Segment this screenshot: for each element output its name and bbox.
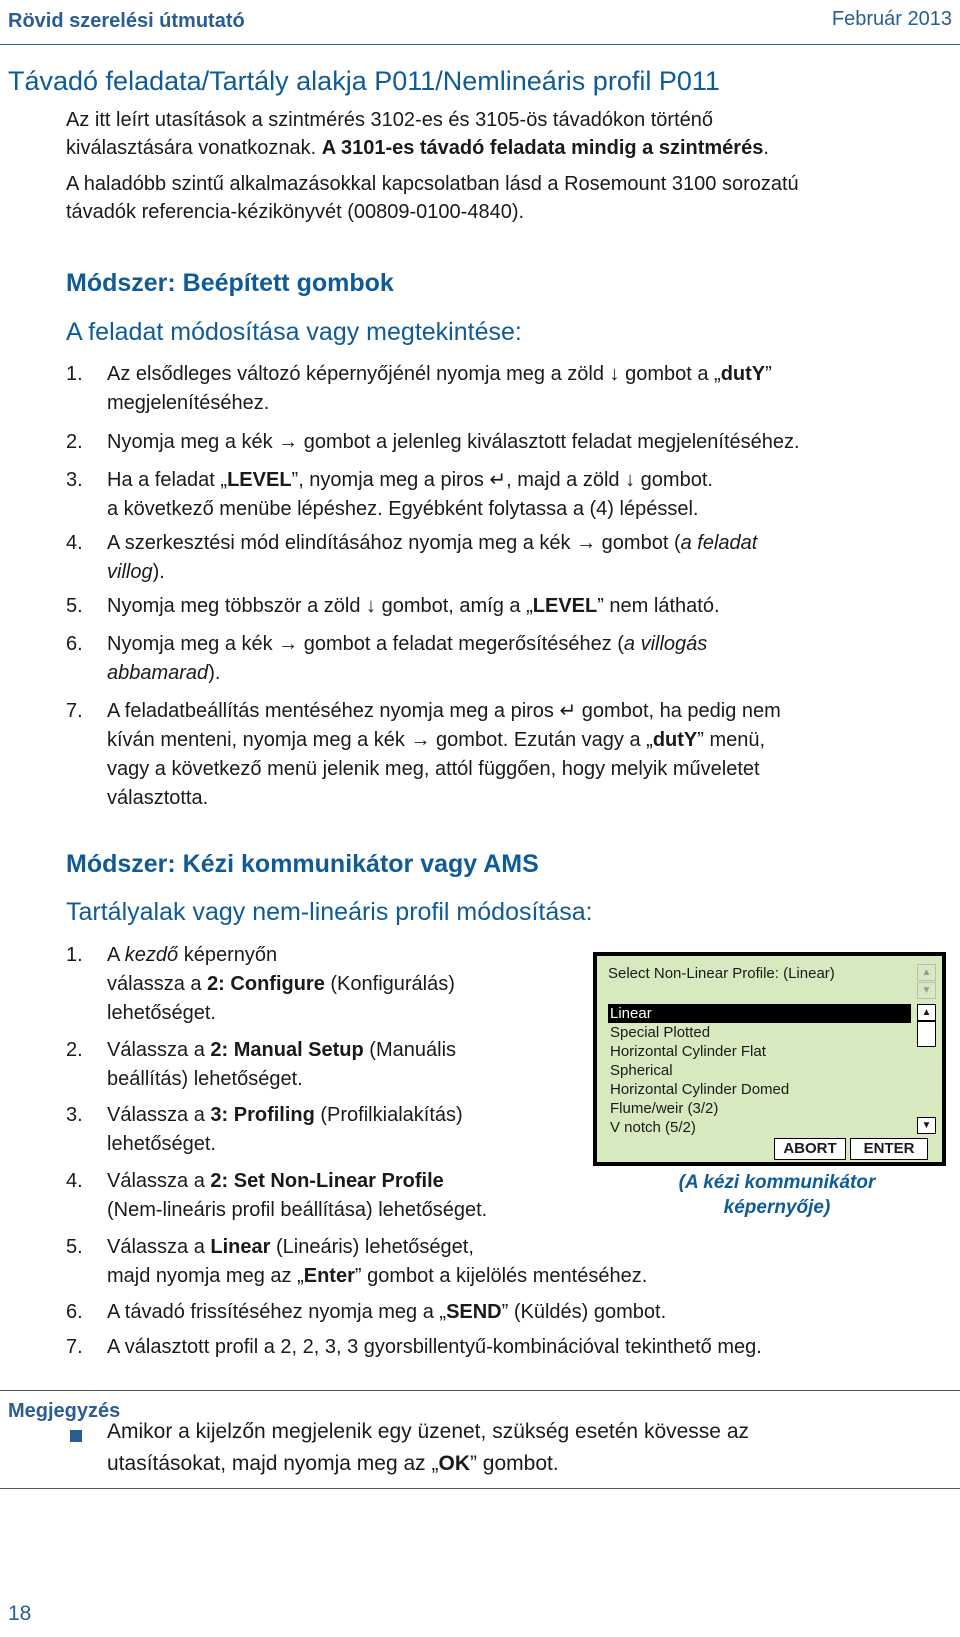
step-text: gombot. — [635, 469, 713, 491]
step-text: Nyomja meg a kék — [107, 633, 279, 655]
method1-step-6 — [107, 630, 707, 688]
scroll-down-icon: ▼ — [917, 982, 936, 999]
step-text: ”, nyomja meg a piros — [291, 469, 490, 491]
abort-button[interactable]: ABORT — [774, 1138, 846, 1160]
step-text: (Lineáris) lehetőséget, — [270, 1236, 474, 1258]
method1-step-4 — [107, 529, 757, 587]
method2-step-7 — [107, 1333, 762, 1362]
blue-right-arrow-icon: → — [410, 729, 431, 751]
step-text: A választott profil a 2, 2, 3, 3 gyorsbillentyű-kombinációval tekinthető meg. — [107, 1336, 762, 1358]
blue-right-arrow-icon: → — [278, 633, 299, 655]
step-text: A távadó frissítéséhez nyomja meg a „ — [107, 1301, 447, 1323]
step-bold-text: 3: Profiling — [210, 1104, 315, 1126]
step-italic-text: kezdő — [124, 944, 179, 966]
green-down-arrow-icon: ↓ — [625, 469, 636, 491]
method1-step-3 — [107, 466, 713, 524]
step-text: választotta. — [107, 787, 209, 809]
step-bold-text: Linear — [210, 1236, 271, 1258]
green-down-arrow-icon: ↓ — [609, 363, 620, 385]
step-number: 6. — [66, 1301, 83, 1323]
step-number: 2. — [66, 1039, 83, 1061]
step-text: majd nyomja meg az „ — [107, 1265, 304, 1287]
screen-title: Select Non-Linear Profile: (Linear) — [608, 965, 835, 982]
scrollbar-thumb[interactable] — [917, 1021, 936, 1047]
communicator-display — [597, 956, 942, 1162]
blue-right-arrow-icon: → — [576, 532, 597, 554]
red-enter-icon: ↵ — [559, 700, 577, 722]
step-text: Válassza a — [107, 1039, 211, 1061]
header-doc-title: Rövid szerelési útmutató — [8, 10, 245, 32]
intro-line: távadók referencia-kézikönyvét (00809-0100-4840). — [66, 201, 525, 223]
intro-text: kiválasztására vonatkoznak. — [66, 137, 322, 159]
profile-option[interactable]: Linear — [608, 1004, 911, 1023]
step-number: 5. — [66, 595, 83, 617]
method2-subheading: Tartályalak vagy nem-lineáris profil módosítása: — [66, 898, 593, 926]
intro-text: . — [763, 137, 769, 159]
method2-step-3 — [107, 1101, 463, 1159]
method1-step-1 — [107, 360, 772, 418]
step-text: A szerkesztési mód elindításához nyomja meg a kék — [107, 532, 577, 554]
note-heading: Megjegyzés — [8, 1400, 121, 1422]
note-bold-text: OK — [438, 1452, 470, 1475]
method2-step-6 — [107, 1298, 666, 1327]
intro-line — [66, 134, 799, 162]
method2-step-5 — [107, 1233, 647, 1291]
step-text: gombot a jelenleg kiválasztott feladat megjelenítéséhez. — [298, 431, 800, 453]
step-bold-text: 2: Configure — [207, 973, 325, 995]
step-italic-text: abbamarad — [107, 662, 209, 684]
intro-paragraph — [66, 106, 799, 226]
method2-step-4 — [107, 1167, 487, 1225]
step-number: 1. — [66, 944, 83, 966]
step-text: ” (Küldés) gombot. — [501, 1301, 667, 1323]
note-bottom-divider — [0, 1488, 960, 1489]
step-text: gombot. Ezután vagy a „ — [430, 729, 653, 751]
profile-option[interactable]: Flume/weir (3/2) — [610, 1100, 719, 1117]
step-text: a következő menübe lépéshez. Egyébként folytassa a (4) lépéssel. — [107, 498, 699, 520]
step-number: 3. — [66, 469, 83, 491]
step-text: Válassza a — [107, 1104, 211, 1126]
step-text: Válassza a — [107, 1236, 211, 1258]
step-text: Válassza a — [107, 1170, 211, 1192]
step-number: 2. — [66, 431, 83, 453]
list-scrollbar[interactable] — [917, 1004, 934, 1135]
green-down-arrow-icon: ↓ — [366, 595, 377, 617]
profile-option[interactable]: Horizontal Cylinder Flat — [610, 1043, 766, 1060]
step-text: Az elsődleges változó képernyőjénél nyomja meg a zöld — [107, 363, 610, 385]
step-number: 6. — [66, 633, 83, 655]
step-text: (Manuális — [363, 1039, 457, 1061]
header-divider — [0, 44, 960, 45]
enter-button[interactable]: ENTER — [850, 1138, 928, 1160]
step-text: gombot a „ — [619, 363, 721, 385]
method1-subheading: A feladat módosítása vagy megtekintése: — [66, 318, 522, 346]
step-bold-text: dutY — [652, 729, 698, 751]
step-text: lehetőséget. — [107, 1133, 216, 1155]
step-number: 4. — [66, 532, 83, 554]
step-bold-text: 2: Set Non-Linear Profile — [210, 1170, 444, 1192]
scroll-up-icon[interactable]: ▲ — [917, 1004, 936, 1021]
step-bold-text: SEND — [446, 1301, 502, 1323]
red-enter-icon: ↵ — [489, 469, 507, 491]
step-text: gombot, amíg a „ — [376, 595, 533, 617]
profile-option[interactable]: Spherical — [610, 1062, 673, 1079]
scroll-up-icon: ▲ — [917, 964, 936, 981]
note-text — [107, 1416, 749, 1480]
screen-caption — [612, 1170, 942, 1220]
blue-right-arrow-icon: → — [278, 431, 299, 453]
bullet-icon — [70, 1430, 82, 1442]
caption-line: (A kézi kommunikátor — [678, 1172, 876, 1193]
method1-step-5 — [107, 592, 720, 621]
page-title: Távadó feladata/Tartály alakja P011/Nemlineáris profil P011 — [8, 66, 720, 96]
step-text: ” gombot a kijelölés mentéséhez. — [354, 1265, 648, 1287]
step-text: Nyomja meg többször a zöld — [107, 595, 367, 617]
note-line: ” gombot. — [469, 1452, 559, 1475]
step-text: ” menü, — [697, 729, 766, 751]
step-number: 7. — [66, 700, 83, 722]
caption-line: képernyője) — [723, 1197, 831, 1218]
step-text: ). — [152, 561, 165, 583]
method2-step-2 — [107, 1036, 456, 1094]
method2-heading: Módszer: Kézi kommunikátor vagy AMS — [66, 850, 539, 878]
step-text: vagy a következő menü jelenik meg, attól függően, hogy melyik műveletet — [107, 758, 760, 780]
page-number: 18 — [8, 1602, 32, 1625]
note-line: Amikor a kijelzőn megjelenik egy üzenet, szükség esetén kövesse az — [107, 1420, 749, 1443]
step-text: Ha a feladat „ — [107, 469, 228, 491]
step-bold-text: 2: Manual Setup — [210, 1039, 364, 1061]
method1-heading: Módszer: Beépített gombok — [66, 269, 394, 297]
intro-line: Az itt leírt utasítások a szintmérés 3102-es és 3105-ös távadókon történő — [66, 109, 714, 131]
step-number: 5. — [66, 1236, 83, 1258]
step-text: lehetőséget. — [107, 1002, 216, 1024]
step-text: (Konfigurálás) — [324, 973, 455, 995]
profile-list — [608, 1004, 911, 1137]
step-text: válassza a — [107, 973, 208, 995]
profile-option[interactable]: Special Plotted — [610, 1024, 711, 1041]
step-italic-text: a feladat — [680, 532, 758, 554]
note-top-divider — [0, 1390, 960, 1391]
step-number: 3. — [66, 1104, 83, 1126]
step-text: ” nem látható. — [597, 595, 720, 617]
step-text: kíván menteni, nyomja meg a kék — [107, 729, 411, 751]
step-text: A feladatbeállítás mentéséhez nyomja meg a piros — [107, 700, 560, 722]
step-number: 1. — [66, 363, 83, 385]
intro-line: A haladóbb szintű alkalmazásokkal kapcsolatban lásd a Rosemount 3100 sorozatú — [66, 173, 799, 195]
step-bold-text: LEVEL — [227, 469, 292, 491]
step-text: (Profilkialakítás) — [314, 1104, 463, 1126]
step-text: megjelenítéséhez. — [107, 392, 270, 414]
step-number: 4. — [66, 1170, 83, 1192]
step-text: Nyomja meg a kék — [107, 431, 279, 453]
step-bold-text: LEVEL — [532, 595, 598, 617]
step-text: gombot, ha pedig nem — [576, 700, 781, 722]
note-line: utasításokat, majd nyomja meg az „ — [107, 1452, 439, 1475]
step-bold-text: Enter — [303, 1265, 355, 1287]
step-text: képernyőn — [178, 944, 278, 966]
step-text: A — [107, 944, 125, 966]
step-italic-text: villog — [107, 561, 153, 583]
step-text: beállítás) lehetőséget. — [107, 1068, 303, 1090]
step-text: gombot ( — [596, 532, 681, 554]
communicator-screen — [593, 952, 946, 1166]
step-text: , majd a zöld — [506, 469, 626, 491]
scroll-down-icon[interactable]: ▼ — [917, 1117, 936, 1134]
step-text: ” — [765, 363, 772, 385]
method1-step-7 — [107, 697, 781, 813]
intro-bold-text: A 3101-es távadó feladata mindig a szintmérés — [321, 137, 764, 159]
profile-option[interactable]: V notch (5/2) — [610, 1119, 696, 1136]
step-text: gombot a feladat megerősítéséhez ( — [298, 633, 624, 655]
header-date: Február 2013 — [831, 8, 952, 30]
step-number: 7. — [66, 1336, 83, 1358]
step-bold-text: dutY — [720, 363, 766, 385]
profile-option[interactable]: Horizontal Cylinder Domed — [610, 1081, 790, 1098]
step-text: ). — [208, 662, 221, 684]
method1-step-2 — [107, 428, 800, 457]
step-text: (Nem-lineáris profil beállítása) lehetőséget. — [107, 1199, 488, 1221]
step-italic-text: a villogás — [623, 633, 708, 655]
method2-step-1 — [107, 941, 455, 1028]
